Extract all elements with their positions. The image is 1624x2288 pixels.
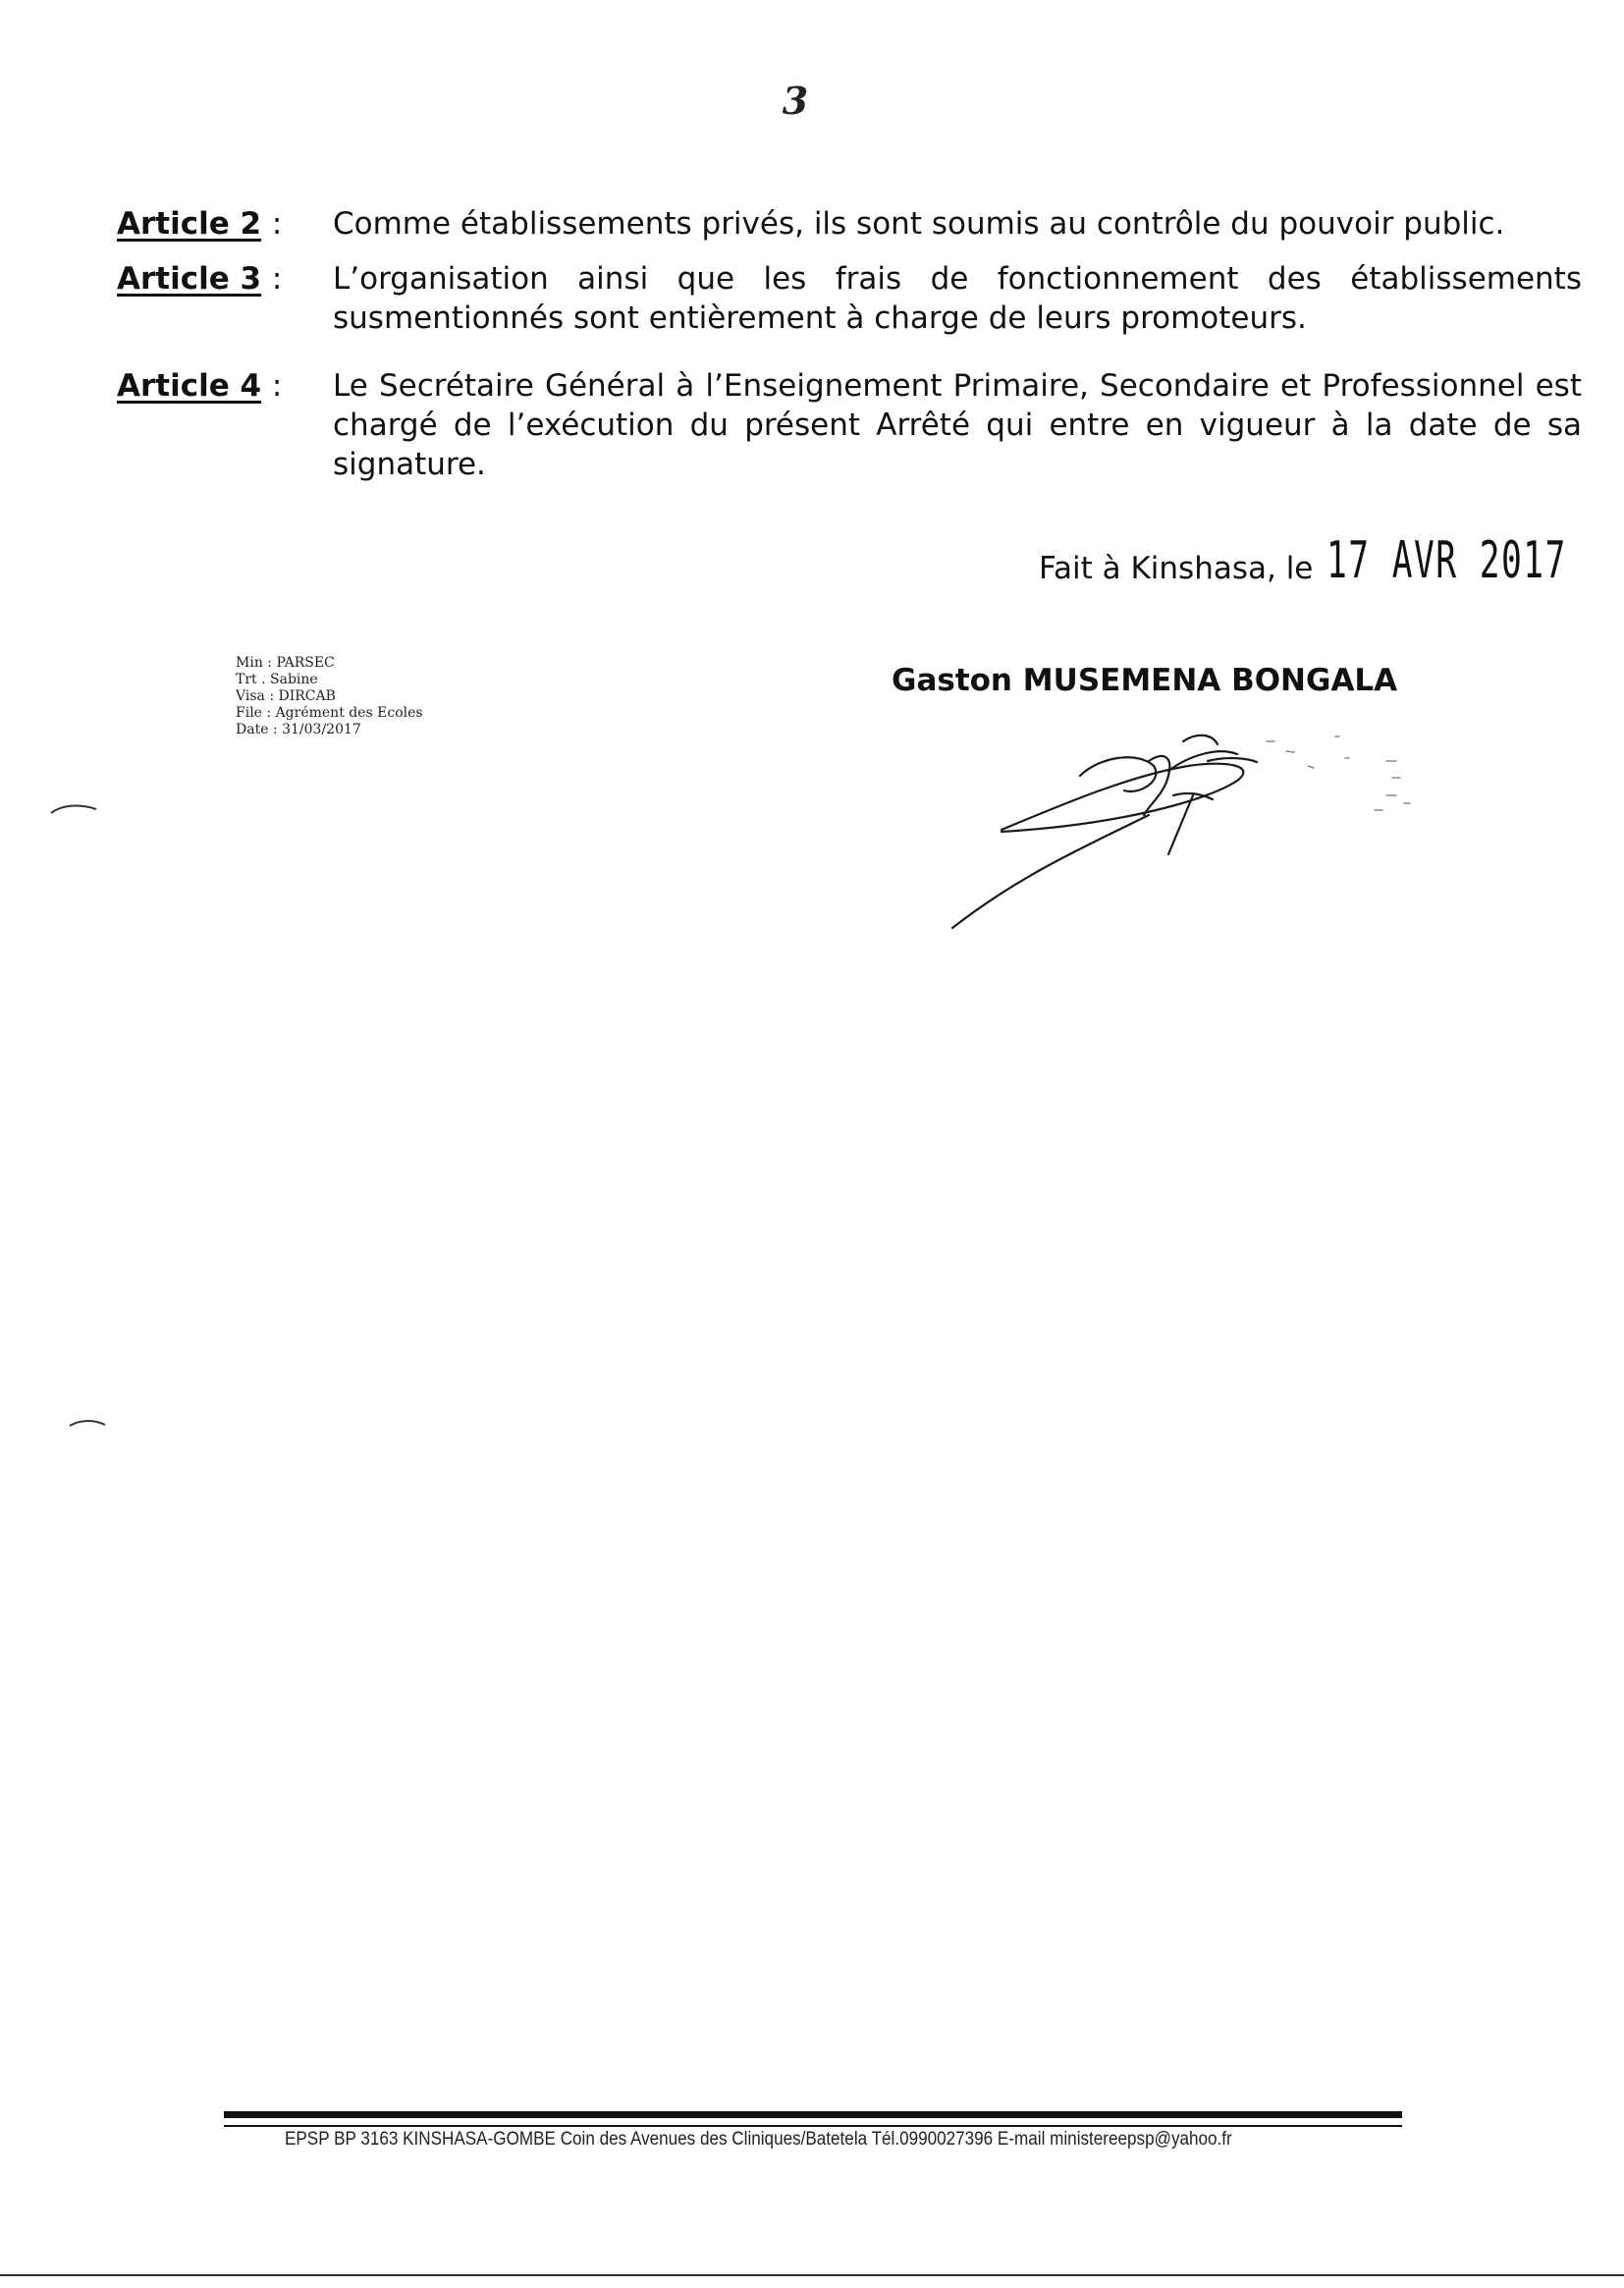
place-date xyxy=(1039,530,1567,590)
article-label-text: Article 3 xyxy=(117,261,262,297)
article-2 xyxy=(117,204,1505,244)
article-label-text: Article 4 xyxy=(117,368,262,404)
article-text: Comme établissements privés, ils sont soumis au contrôle du pouvoir public. xyxy=(333,206,1505,242)
place-text: Fait à Kinshasa, le xyxy=(1039,551,1314,586)
reference-line: Visa : DIRCAB xyxy=(236,688,336,704)
footer-address: EPSP BP 3163 KINSHASA-GOMBE Coin des Avenues des Cliniques/Batetela Tél.0990027396 E-mail ministereepsp@yahoo.fr xyxy=(285,2129,1232,2150)
reference-line: File : Agrément des Ecoles xyxy=(236,705,423,721)
scan-mark xyxy=(64,1414,113,1434)
article-label-colon: : xyxy=(271,206,283,242)
page-bottom-edge xyxy=(0,2274,1624,2276)
article-label xyxy=(117,366,328,406)
reference-line: Min : PARSEC xyxy=(236,655,335,671)
article-text: Le Secrétaire Général à l’Enseignement Primaire, Secondaire et Professionnel est chargé de l’exécution du présent Arrêté qui entre en vigueur à la date de sa signature. xyxy=(333,368,1582,482)
reference-block xyxy=(236,655,423,738)
article-label xyxy=(117,259,328,299)
article-label xyxy=(117,204,328,244)
signatory-name: Gaston MUSEMENA BONGALA xyxy=(892,663,1398,698)
footer-rule xyxy=(224,2111,1402,2127)
scan-mark xyxy=(39,795,108,825)
article-text: L’organisation ainsi que les frais de fonctionnement des établissements susmentionnés sont entièrement à charge de leurs promoteurs. xyxy=(333,261,1582,336)
reference-line: Date : 31/03/2017 xyxy=(236,722,361,737)
reference-line: Trt . Sabine xyxy=(236,672,318,687)
date-stamp: 17 AVR 2017 xyxy=(1326,530,1567,590)
article-label-text: Article 2 xyxy=(117,206,262,242)
article-3 xyxy=(117,259,1582,338)
article-label-colon: : xyxy=(271,261,283,297)
handwritten-signature xyxy=(943,697,1453,943)
article-4 xyxy=(117,366,1582,484)
article-label-colon: : xyxy=(271,368,283,404)
page-number: 3 xyxy=(782,79,809,123)
